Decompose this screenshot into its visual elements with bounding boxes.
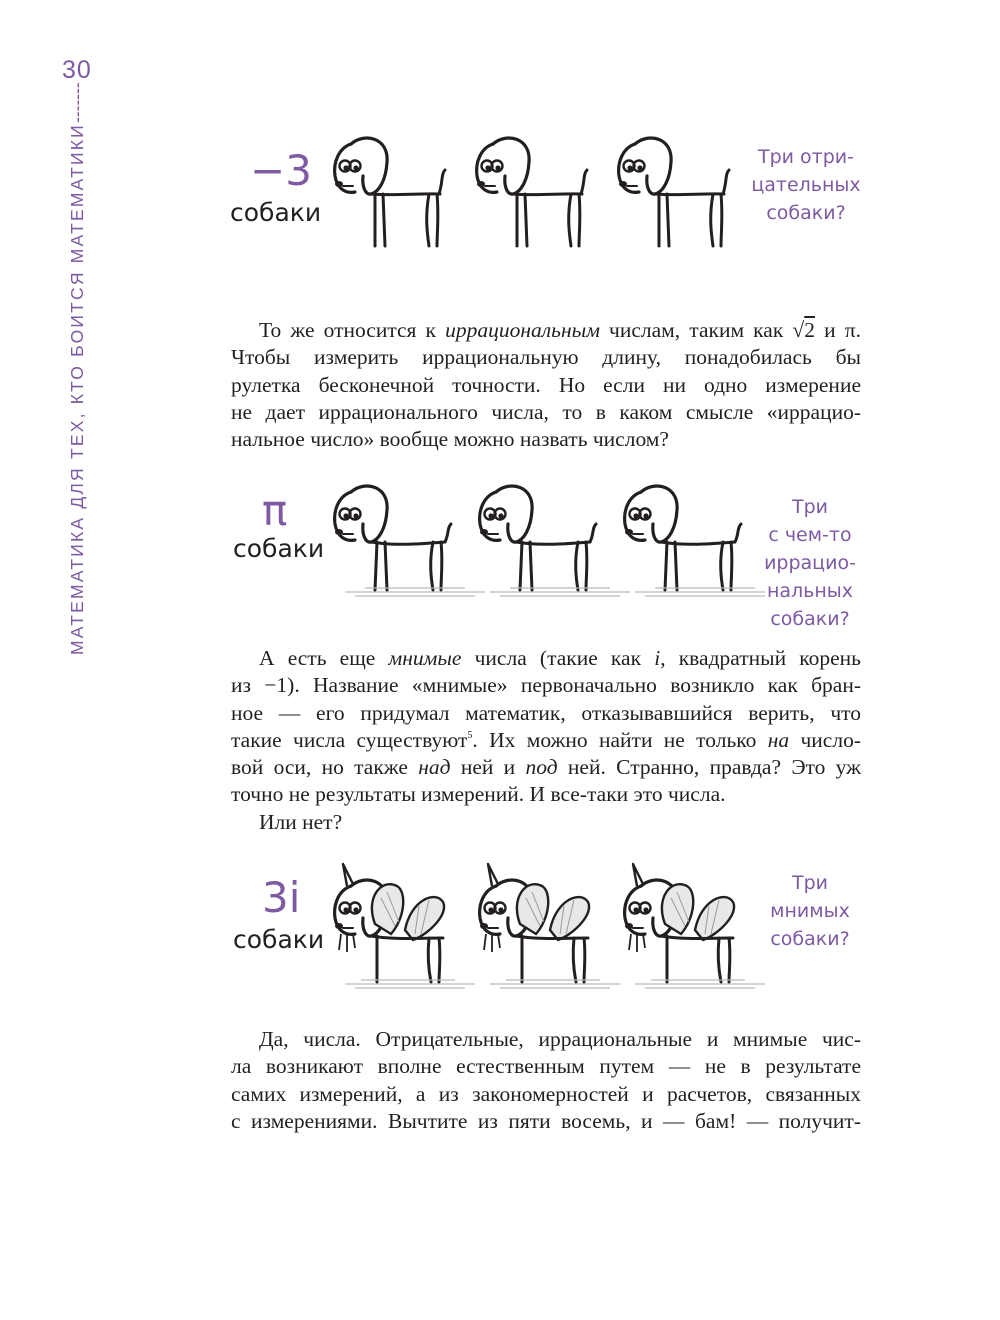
caption-line: с чем-то: [768, 524, 852, 546]
text-line: вой оси, но также над ней и под ней. Странно, правда? Это уж: [231, 755, 862, 780]
winged-unicorn-dog-drawing: [335, 864, 475, 988]
text-line: из −1). Название «мнимые» первоначально возникло как бран-: [231, 673, 861, 698]
imaginary-dogs-illustration: [325, 860, 765, 990]
winged-unicorn-dog-drawing: [625, 864, 765, 988]
text-line: То же относится к иррациональным числам, таким как √2 и π.: [231, 317, 861, 344]
paragraph-irrational: [231, 317, 861, 453]
irrational-caption: [750, 493, 870, 633]
caption-line: собаки?: [766, 202, 846, 224]
caption-line: Три отри-: [757, 146, 854, 168]
negative-dog-drawing: [477, 138, 587, 246]
text-line: точно не результаты измерений. И все-таки это числа.: [231, 782, 726, 807]
text-line: А есть еще мнимые числа (такие как i, квадратный корень: [259, 646, 861, 670]
paragraph-conclusion: [231, 1026, 861, 1135]
irrational-dogs-illustration: [325, 478, 765, 603]
imaginary-number-label: 3i: [262, 873, 301, 922]
negative-dog-drawing: [619, 138, 729, 246]
imaginary-dogs-label: собаки: [233, 925, 325, 954]
irrational-dog-drawing: [335, 486, 485, 596]
imaginary-caption: [750, 869, 870, 953]
text-line: нальное число» вообще можно назвать числом?: [231, 427, 669, 452]
caption-line: Три: [791, 872, 828, 894]
negative-dog-drawing: [335, 138, 445, 246]
caption-line: собаки?: [770, 608, 850, 630]
pi-number-label: π: [262, 486, 288, 535]
paragraph-imaginary: [231, 645, 861, 836]
caption-line: иррацио-: [764, 552, 856, 574]
caption-line: нальных: [766, 580, 854, 602]
negative-dogs-illustration: [325, 128, 745, 253]
caption-line: мнимых: [770, 900, 850, 922]
text-line: Или нет?: [259, 809, 343, 834]
running-title-dashes: -------: [67, 82, 87, 124]
footnote-marker[interactable]: 5: [467, 729, 473, 741]
text-line: самих измерений, а из закономерностей и расчетов, связанных: [231, 1081, 861, 1106]
caption-line: цательных: [751, 174, 861, 196]
irrational-dog-drawing: [625, 486, 765, 596]
winged-unicorn-dog-drawing: [480, 864, 620, 988]
text-line: такие числа существуют$^5$. Их можно найти не только на число-: [231, 727, 861, 752]
negative-number-label: −3: [250, 146, 312, 195]
running-title-text: МАТЕМАТИКА ДЛЯ ТЕХ, КТО БОИТСЯ МАТЕМАТИКИ: [67, 123, 87, 655]
caption-line: Три: [791, 496, 828, 518]
caption-line: собаки?: [770, 928, 850, 950]
text-line: с измерениями. Вычтите из пяти восемь, и — бам! — получит-: [231, 1108, 861, 1133]
text-line: Чтобы измерить иррациональную длину, понадобилась бы: [231, 345, 861, 370]
text-line: не дает иррационального числа, то в каком смысле «иррацио-: [231, 399, 861, 424]
negative-caption: [746, 143, 866, 227]
page-number: 30: [62, 56, 92, 84]
negative-dogs-label: собаки: [230, 198, 322, 227]
irrational-dog-drawing: [480, 486, 630, 596]
text-line: ла возникают вполне естественным путем — не в результате: [231, 1054, 861, 1079]
text-line: Да, числа. Отрицательные, иррациональные и мнимые чис-: [259, 1027, 861, 1051]
running-title: [67, 82, 88, 655]
sqrt-symbol: √2: [792, 318, 815, 342]
text-line: ное — его придумал математик, отказывавшийся верить, что: [231, 700, 861, 725]
pi-dogs-label: собаки: [233, 534, 325, 563]
text-line: рулетка бесконечной точности. Но если ни одно измерение: [231, 372, 861, 397]
